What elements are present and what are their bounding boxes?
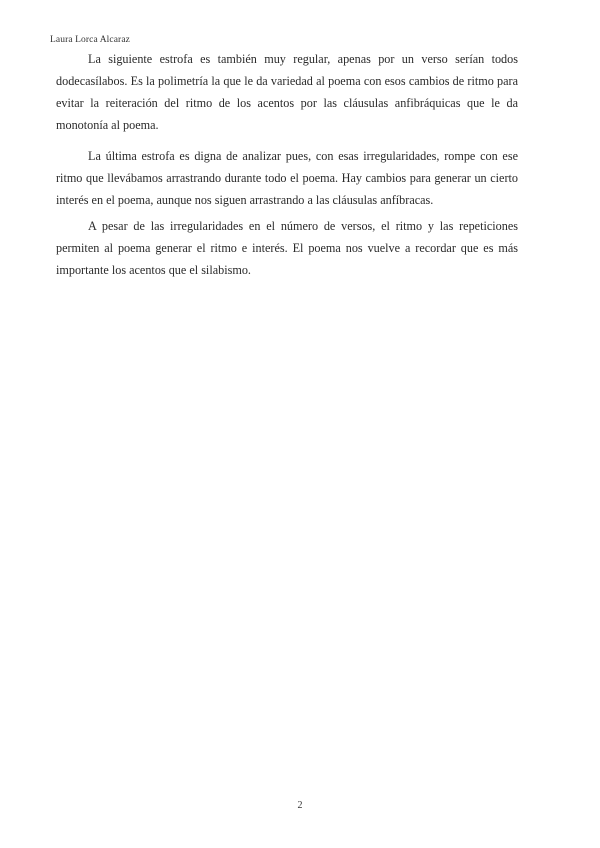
- paragraph-1-block: [56, 48, 518, 136]
- paragraph-1: La siguiente estrofa es también muy regular, apenas por un verso serían todos dodecasílabos. Es la polimetría la que le da variedad al poema con esos cambios de ritmo para evitar la reiteración del ritmo de los acentos por las cláusulas anfibráquicas que le da monotonía al poema.: [56, 52, 518, 132]
- paragraph-3-block: [56, 215, 518, 281]
- page-number: 2: [297, 800, 303, 811]
- paragraph-2: La última estrofa es digna de analizar pues, con esas irregularidades, rompe con ese ritmo que llevábamos arrastrando durante todo el poema. Hay cambios para generar un cierto interés en el poema, aunque nos siguen arrastrando a las cláusulas anfíbracas.: [56, 149, 518, 207]
- paragraph-3: A pesar de las irregularidades en el número de versos, el ritmo y las repeticiones permiten al poema generar el ritmo e interés. El poema nos vuelve a recordar que es más importante los acentos que el silabismo.: [56, 219, 518, 277]
- paragraph-2-block: [56, 145, 518, 211]
- header-author: Laura Lorca Alcaraz: [50, 35, 130, 45]
